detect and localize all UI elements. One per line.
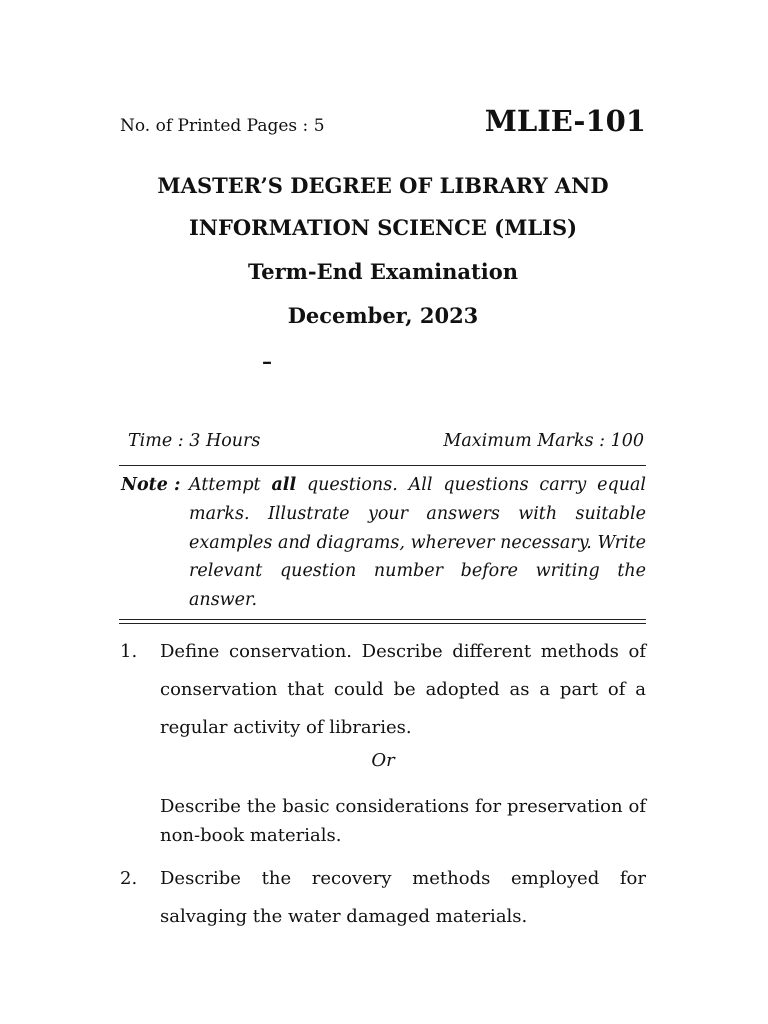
degree-title-line-1: MASTER’S DEGREE OF LIBRARY AND: [157, 173, 609, 198]
note-body: [189, 471, 646, 615]
question-text: Define conservation. Describe different methods of conservation that could be adopted as a part of a regular activity of libraries.: [160, 641, 646, 738]
note-text-rest: questions. All questions carry equal marks. Illustrate your answers with suitable examples and diagrams, wherever necessary. Write relevant question number before writing the answer.: [189, 475, 646, 611]
divider: [119, 465, 646, 466]
question-number: 2.: [120, 868, 138, 889]
time-allowed: Time : 3 Hours: [128, 431, 261, 451]
double-divider: [119, 619, 646, 624]
note-emphasis: all: [271, 475, 297, 495]
question-2: [120, 860, 646, 936]
or-separator: Or: [371, 750, 395, 771]
instructions-note: [121, 471, 646, 615]
note-text-start: Attempt: [189, 475, 272, 495]
maximum-marks: Maximum Marks : 100: [443, 431, 644, 451]
degree-title-line-2: INFORMATION SCIENCE (MLIS): [188, 215, 578, 240]
dash-mark: –: [262, 349, 272, 373]
question-1-alternative: Describe the basic considerations for preservation of non-book materials.: [160, 796, 646, 846]
question-number: 1.: [120, 641, 138, 662]
exam-date: December, 2023: [287, 303, 479, 328]
note-label: Note :: [121, 475, 181, 495]
question-1: [120, 633, 646, 747]
course-code: MLIE-101: [484, 104, 646, 138]
exam-name: Term-End Examination: [247, 259, 518, 284]
printed-pages-count: No. of Printed Pages : 5: [120, 116, 325, 136]
question-text: Describe the recovery methods employed for salvaging the water damaged materials.: [160, 868, 646, 927]
header-row: [120, 104, 646, 148]
